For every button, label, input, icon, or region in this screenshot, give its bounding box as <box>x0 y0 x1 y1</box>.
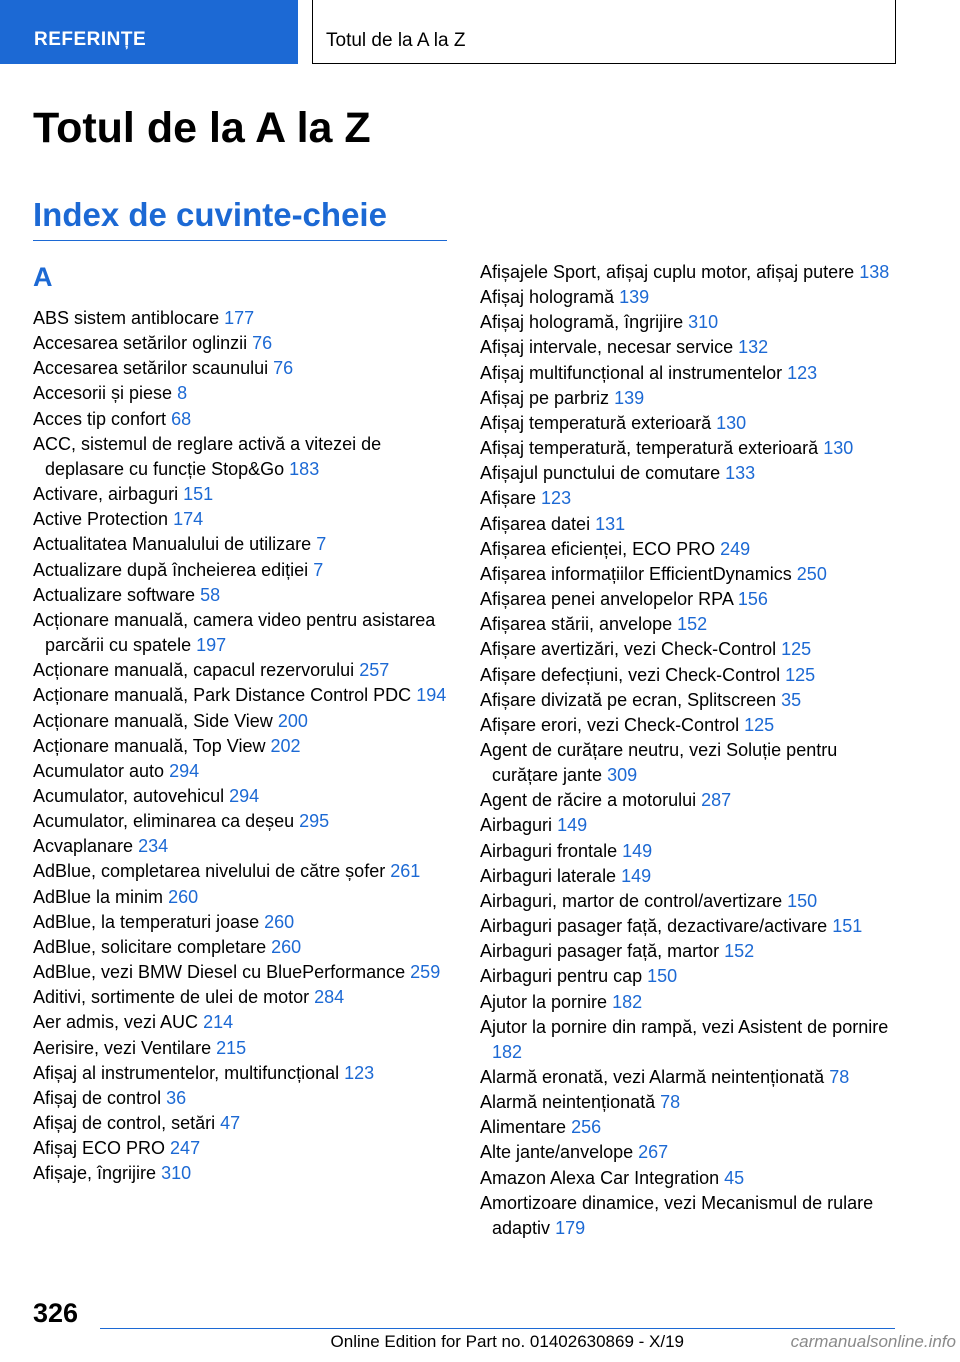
index-entry <box>480 1191 900 1241</box>
index-entry-page-link[interactable]: 139 <box>619 287 650 308</box>
index-entry-text: Airbaguri laterale <box>480 865 617 886</box>
index-entry-page-link[interactable]: 130 <box>823 438 854 459</box>
index-entry <box>33 1111 448 1136</box>
index-column-right <box>480 260 900 1241</box>
index-entry-page-link[interactable]: 123 <box>787 362 818 383</box>
section-tab <box>0 0 298 64</box>
index-entry-page-link[interactable]: 78 <box>829 1067 850 1087</box>
index-entry <box>480 738 900 788</box>
index-entry-page-link[interactable]: 45 <box>724 1167 745 1188</box>
index-entry-page-link[interactable]: 36 <box>166 1087 187 1108</box>
index-entry <box>480 310 900 335</box>
index-entry-text: Agent de răcire a motorului <box>480 790 697 811</box>
index-entry-text: Alte jante/anvelope <box>480 1142 634 1163</box>
index-entry <box>33 432 448 482</box>
index-entry-text: Airbaguri <box>480 815 553 836</box>
index-entry-page-link[interactable]: 131 <box>595 513 626 534</box>
index-entry-page-link[interactable]: 150 <box>787 890 818 911</box>
index-entry-text: Acces tip confort <box>33 408 167 429</box>
index-entry-text: Acționare manuală, Top View <box>33 735 266 756</box>
index-entry-page-link[interactable]: 182 <box>612 991 643 1012</box>
index-entry-text: Actualizare după încheierea ediției <box>33 559 309 580</box>
section-divider <box>33 240 447 241</box>
index-entry <box>480 486 900 511</box>
index-entry-text: Afișare erori, vezi Check-Control <box>480 714 740 735</box>
index-entry-text: Aer admis, vezi AUC <box>33 1012 199 1033</box>
index-entry <box>480 335 900 360</box>
index-entry <box>33 1161 448 1186</box>
index-entry-text: Airbaguri frontale <box>480 840 618 861</box>
index-entry-text: Afișarea penei anvelopelor RPA <box>480 589 733 610</box>
index-entry-page-link[interactable]: 151 <box>832 916 863 937</box>
index-entry-text: Airbaguri pasager față, dezactivare/activare <box>480 916 828 937</box>
footer-edition: Online Edition for Part no. 01402630869 - X/19 <box>330 1332 684 1351</box>
index-entry <box>33 834 448 859</box>
index-entry <box>33 1136 448 1161</box>
index-entry-page-link[interactable]: 197 <box>196 635 227 656</box>
index-entry-text: Alarmă eronată, vezi Alarmă neintenționată <box>480 1067 825 1087</box>
index-entry-text: Afișarea eficienței, ECO PRO <box>480 538 716 559</box>
index-entry <box>33 532 448 557</box>
index-entry-text: Activare, airbaguri <box>33 484 179 505</box>
index-entry-text: AdBlue, la temperaturi joase <box>33 911 260 932</box>
section-title: Index de cuvinte-cheie <box>33 196 387 233</box>
index-entry-page-link[interactable]: 35 <box>781 689 802 710</box>
index-entry-page-link[interactable]: 123 <box>541 488 572 509</box>
index-entry <box>33 482 448 507</box>
index-entry-page-link[interactable]: 250 <box>796 563 827 584</box>
index-entry <box>33 1086 448 1111</box>
index-entry-text: Afișaj pe parbriz <box>480 387 610 408</box>
index-entry-page-link[interactable]: 125 <box>785 664 816 685</box>
index-entry-page-link[interactable]: 47 <box>220 1113 241 1133</box>
index-entry-text: AdBlue la minim <box>33 886 164 907</box>
index-entry <box>480 939 900 964</box>
index-entry-page-link[interactable]: 256 <box>571 1117 602 1138</box>
index-entry <box>33 407 448 432</box>
index-entry-text: Aditivi, sortimente de ulei de motor <box>33 987 310 1008</box>
index-entry-text: Afișare divizată pe ecran, Splitscreen <box>480 689 777 710</box>
index-entry-page-link[interactable]: 133 <box>725 463 756 484</box>
index-entry-text: Acționare manuală, Park Distance Control PDC <box>33 685 412 706</box>
index-column-left <box>33 256 448 1186</box>
index-entry <box>33 381 448 406</box>
index-entry-page-link[interactable]: 247 <box>170 1138 201 1159</box>
index-entry-text: Aerisire, vezi Ventilare <box>33 1037 212 1058</box>
index-entry <box>480 361 900 386</box>
index-entry <box>480 260 900 285</box>
index-entry-text: Acumulator auto <box>33 760 165 781</box>
index-entry <box>480 587 900 612</box>
index-entry-text: Acumulator, autovehicul <box>33 785 225 806</box>
index-entry-text: Afișaj multifuncțional al instrumentelor <box>480 362 783 383</box>
index-entry-text: AdBlue, completarea nivelului de către șofer <box>33 861 386 882</box>
index-entry-text: AdBlue, vezi BMW Diesel cu BluePerformance <box>33 962 406 983</box>
index-entry-page-link[interactable]: 149 <box>622 840 653 861</box>
index-entry-text: Afișare defecțiuni, vezi Check-Control <box>480 664 781 685</box>
index-entry <box>480 1140 900 1165</box>
index-entry <box>480 1166 900 1191</box>
index-entry <box>33 885 448 910</box>
index-entry-text: Alimentare <box>480 1117 567 1138</box>
index-entry <box>33 331 448 356</box>
index-entry-text: Afișaj ECO PRO <box>33 1138 166 1159</box>
index-entry-page-link[interactable]: 182 <box>492 1041 523 1062</box>
index-entry-page-link[interactable]: 7 <box>313 559 324 580</box>
index-entry-page-link[interactable]: 310 <box>161 1163 192 1184</box>
index-entry-page-link[interactable]: 149 <box>557 815 588 836</box>
index-entry-page-link[interactable]: 179 <box>555 1217 586 1238</box>
index-entry-page-link[interactable]: 257 <box>359 660 390 681</box>
index-entry-page-link[interactable]: 130 <box>716 412 747 433</box>
footer-divider <box>100 1328 895 1329</box>
watermark: carmanualsonline.info <box>790 1332 956 1351</box>
index-entry <box>33 658 448 683</box>
index-entry-page-link[interactable]: 267 <box>638 1142 669 1163</box>
index-entry-text: Alarmă neintenționată <box>480 1092 656 1113</box>
index-entry-page-link[interactable]: 202 <box>270 735 301 756</box>
index-entry <box>480 839 900 864</box>
index-entry <box>33 608 448 658</box>
index-list-left <box>33 306 448 1186</box>
index-entry-text: Afișarea informațiilor EfficientDynamics <box>480 563 792 584</box>
index-entry-page-link[interactable]: 156 <box>737 589 768 610</box>
index-entry-text: Amazon Alexa Car Integration <box>480 1167 720 1188</box>
index-entry <box>480 612 900 637</box>
index-entry-page-link[interactable]: 125 <box>781 639 812 660</box>
index-entry <box>480 285 900 310</box>
index-entry-page-link[interactable]: 174 <box>173 509 204 530</box>
index-entry-text: Accesarea setărilor oglinzii <box>33 333 248 354</box>
index-entry-page-link[interactable]: 152 <box>677 614 708 635</box>
index-entry-page-link[interactable]: 138 <box>859 262 890 282</box>
index-entry-page-link[interactable]: 150 <box>647 966 678 987</box>
index-entry <box>480 688 900 713</box>
index-entry-text: Afișarea datei <box>480 513 591 534</box>
index-entry-page-link[interactable]: 68 <box>171 408 192 429</box>
index-entry-page-link[interactable]: 151 <box>183 484 214 505</box>
index-entry <box>480 1115 900 1140</box>
index-entry <box>33 558 448 583</box>
index-entry-text: Airbaguri pasager față, martor <box>480 941 720 962</box>
index-entry-page-link[interactable]: 76 <box>252 333 273 354</box>
index-entry-text: Afișajul punctului de comutare <box>480 463 721 484</box>
index-entry <box>33 759 448 784</box>
index-entry-text: Afișaj temperatură, temperatură exterioară <box>480 438 819 459</box>
index-entry <box>33 583 448 608</box>
index-entry <box>33 709 448 734</box>
index-entry-text: Afișaj de control, setări <box>33 1113 216 1133</box>
index-entry <box>33 1036 448 1061</box>
index-entry <box>33 910 448 935</box>
index-entry-text: AdBlue, solicitare completare <box>33 936 267 957</box>
index-entry-page-link[interactable]: 194 <box>416 685 447 706</box>
index-entry-page-link[interactable]: 183 <box>289 458 320 479</box>
index-entry <box>480 436 900 461</box>
index-entry-page-link[interactable]: 149 <box>621 865 652 886</box>
index-entry <box>480 663 900 688</box>
index-letter: A <box>33 262 53 292</box>
index-entry-page-link[interactable]: 294 <box>169 760 200 781</box>
index-entry-text: Afișaj intervale, necesar service <box>480 337 734 358</box>
index-entry-page-link[interactable]: 123 <box>344 1062 375 1083</box>
index-entry-text: Acționare manuală, capacul rezervorului <box>33 660 355 681</box>
index-entry <box>33 784 448 809</box>
index-entry-text: Accesorii și piese <box>33 383 173 404</box>
index-entry <box>33 683 448 708</box>
index-entry-text: Agent de curățare neutru, vezi Soluție pentru curățare jante <box>480 739 838 786</box>
index-entry-text: ABS sistem antiblocare <box>33 308 220 328</box>
index-entry-text: Accesarea setărilor scaunului <box>33 358 269 379</box>
index-entry-text: Amortizoare dinamice, vezi Mecanismul de rulare adaptiv <box>480 1192 874 1238</box>
index-entry-page-link[interactable]: 249 <box>720 538 751 559</box>
index-entry <box>33 935 448 960</box>
index-entry-page-link[interactable]: 287 <box>701 790 732 811</box>
index-entry-page-link[interactable]: 76 <box>273 358 294 379</box>
index-entry <box>33 960 448 985</box>
index-entry <box>33 859 448 884</box>
index-entry-page-link[interactable]: 214 <box>203 1012 234 1033</box>
index-entry-text: Afișajele Sport, afișaj cuplu motor, afișaj putere <box>480 262 855 282</box>
index-entry <box>480 637 900 662</box>
page-number: 326 <box>33 1298 79 1328</box>
index-entry-text: Airbaguri, martor de control/avertizare <box>480 890 783 911</box>
index-entry <box>33 306 448 331</box>
index-entry-text: Acționare manuală, camera video pentru asistarea parcării cu spatele <box>33 609 436 656</box>
index-entry-text: Afișaj temperatură exterioară <box>480 412 712 433</box>
index-entry-page-link[interactable]: 132 <box>738 337 769 358</box>
index-entry-text: Actualizare software <box>33 584 196 605</box>
index-entry-text: Afișare avertizări, vezi Check-Control <box>480 639 777 660</box>
index-entry <box>480 512 900 537</box>
index-entry-text: Afișaj hologramă <box>480 287 615 308</box>
index-entry-page-link[interactable]: 78 <box>660 1092 681 1113</box>
index-entry <box>480 461 900 486</box>
index-entry-page-link[interactable]: 8 <box>177 383 188 404</box>
index-entry <box>480 386 900 411</box>
index-entry <box>480 411 900 436</box>
index-entry <box>33 734 448 759</box>
index-entry-text: ACC, sistemul de reglare activă a vitezei de deplasare cu funcție Stop&Go <box>33 433 382 479</box>
index-entry-page-link[interactable]: 260 <box>168 886 199 907</box>
index-entry-text: Actualitatea Manualului de utilizare <box>33 534 312 555</box>
index-entry-page-link[interactable]: 125 <box>744 714 775 735</box>
index-entry-text: Afișaj hologramă, îngrijire <box>480 312 684 333</box>
index-entry-page-link[interactable]: 152 <box>724 941 755 962</box>
index-entry <box>480 1065 900 1090</box>
index-entry <box>480 537 900 562</box>
index-entry-page-link[interactable]: 234 <box>138 836 169 857</box>
index-entry-text: Afișaje, îngrijire <box>33 1163 157 1184</box>
index-entry-page-link[interactable]: 260 <box>271 936 302 957</box>
index-entry-page-link[interactable]: 58 <box>200 584 221 605</box>
index-entry-text: Afișare <box>480 488 537 509</box>
index-entry-page-link[interactable]: 177 <box>224 308 255 328</box>
index-entry-text: Afișarea stării, anvelope <box>480 614 673 635</box>
index-entry <box>33 356 448 381</box>
index-entry <box>33 507 448 532</box>
index-entry <box>33 809 448 834</box>
index-entry-text: Airbaguri pentru cap <box>480 966 643 987</box>
index-entry-text: Afișaj de control <box>33 1087 162 1108</box>
index-entry <box>33 1010 448 1035</box>
index-entry-text: Ajutor la pornire <box>480 991 608 1012</box>
chapter-tab <box>312 0 896 64</box>
index-entry <box>480 562 900 587</box>
index-entry-page-link[interactable]: 284 <box>314 987 345 1008</box>
index-entry <box>480 1015 900 1065</box>
index-entry-page-link[interactable]: 261 <box>390 861 421 882</box>
index-entry-page-link[interactable]: 139 <box>614 387 645 408</box>
index-entry-page-link[interactable]: 310 <box>688 312 719 333</box>
index-entry <box>480 813 900 838</box>
index-entry-text: Active Protection <box>33 509 169 530</box>
index-entry <box>33 1061 448 1086</box>
page-title: Totul de la A la Z <box>33 104 371 152</box>
index-entry-page-link[interactable]: 200 <box>277 710 308 731</box>
index-entry <box>480 914 900 939</box>
index-entry <box>480 1090 900 1115</box>
section-tab-label: REFERINȚE <box>34 29 147 50</box>
index-list-right <box>480 260 900 1241</box>
chapter-tab-label: Totul de la A la Z <box>326 30 466 51</box>
index-entry-page-link[interactable]: 260 <box>264 911 295 932</box>
index-entry <box>480 788 900 813</box>
index-entry <box>480 864 900 889</box>
index-entry-text: Ajutor la pornire din rampă, vezi Asistent de pornire <box>480 1016 889 1037</box>
index-entry-page-link[interactable]: 7 <box>316 534 327 555</box>
index-entry <box>480 713 900 738</box>
index-entry-text: Acvaplanare <box>33 836 134 857</box>
index-entry-text: Acționare manuală, Side View <box>33 710 273 731</box>
index-entry-page-link[interactable]: 295 <box>299 811 330 832</box>
index-entry-page-link[interactable]: 215 <box>216 1037 247 1058</box>
index-entry <box>480 990 900 1015</box>
index-entry-page-link[interactable]: 309 <box>607 765 638 786</box>
index-entry <box>480 889 900 914</box>
index-entry <box>480 964 900 989</box>
index-entry-page-link[interactable]: 294 <box>229 785 260 806</box>
index-entry-page-link[interactable]: 259 <box>410 962 441 983</box>
index-entry-text: Afișaj al instrumentelor, multifuncțional <box>33 1062 340 1083</box>
index-entry <box>33 985 448 1010</box>
index-entry-text: Acumulator, eliminarea ca deșeu <box>33 811 295 832</box>
